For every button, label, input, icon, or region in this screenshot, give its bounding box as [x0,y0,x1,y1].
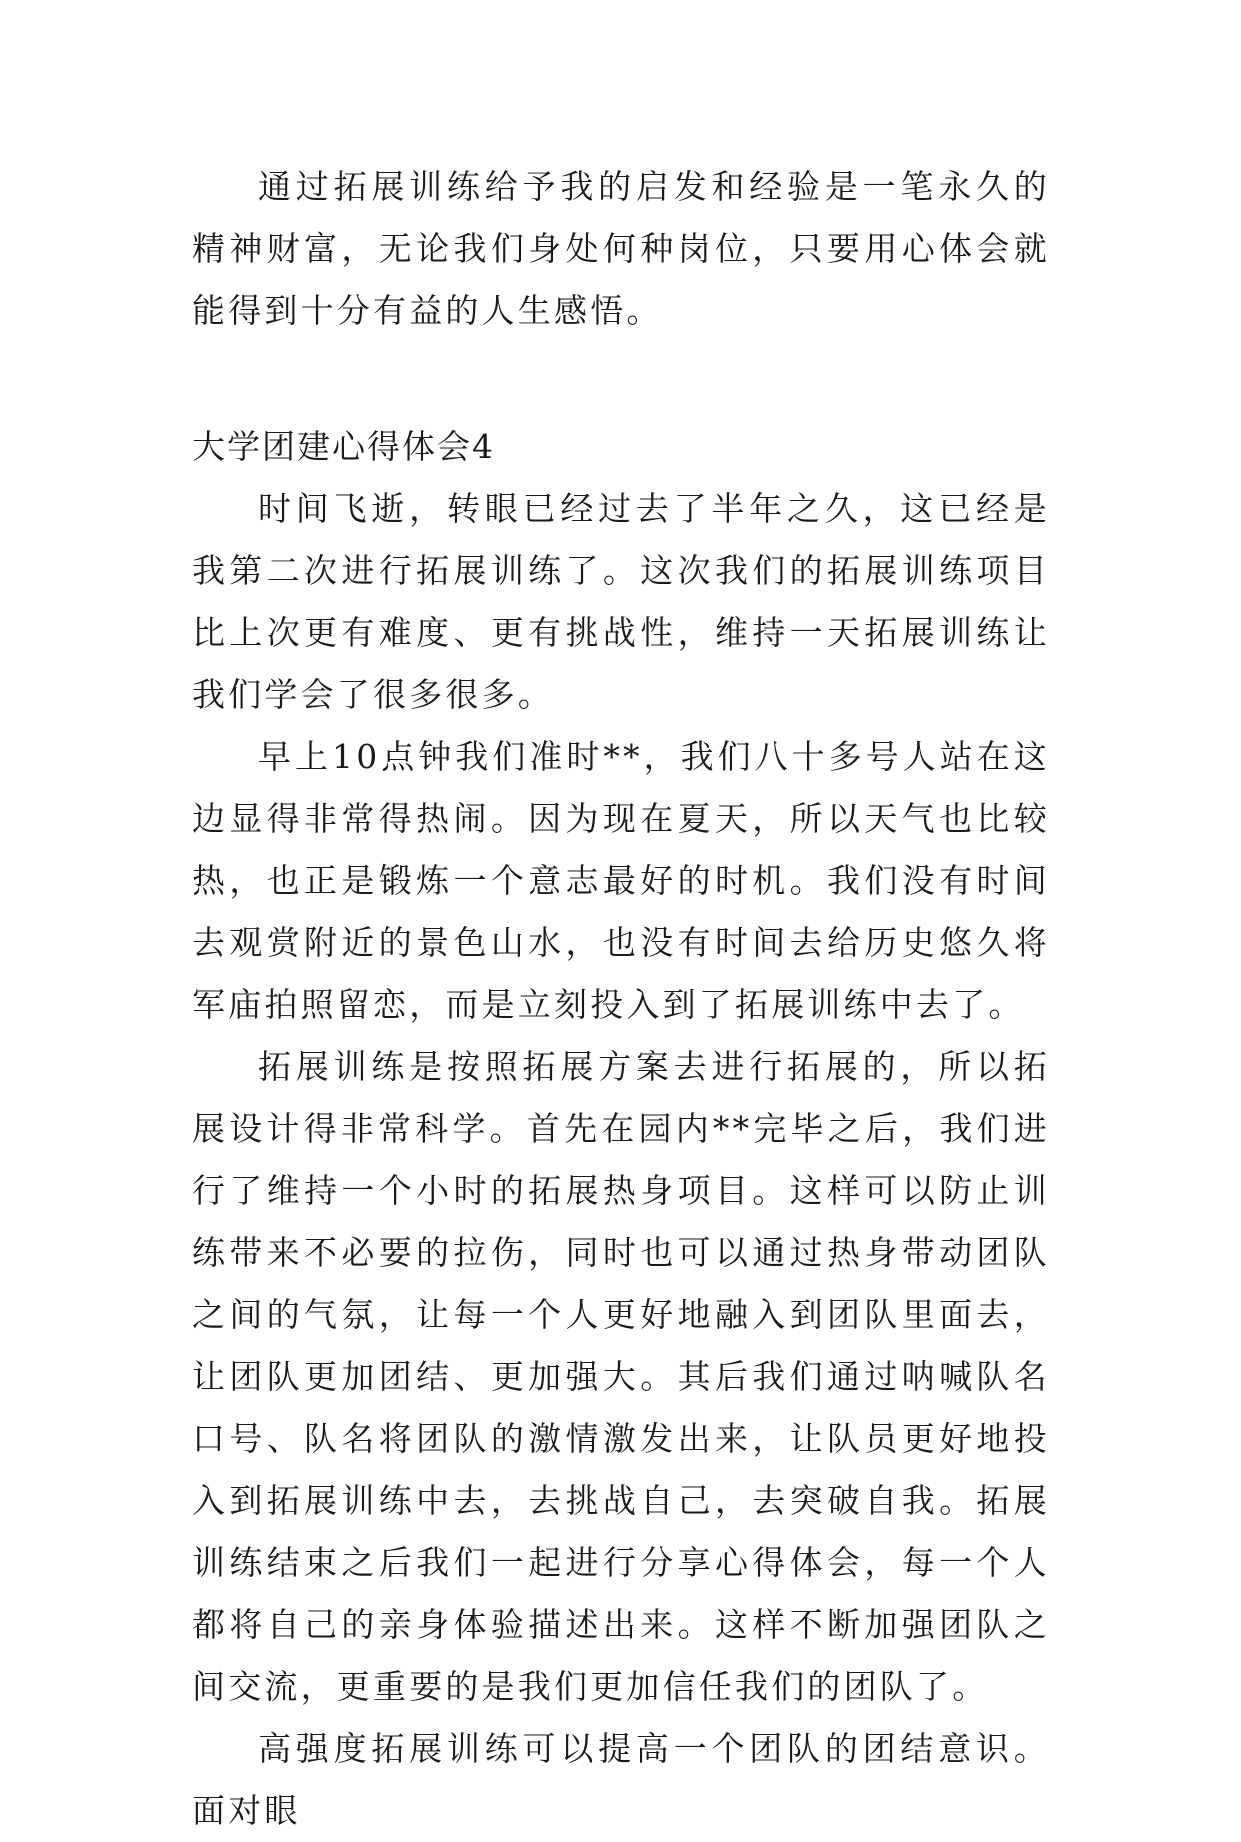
paragraph-closing: 通过拓展训练给予我的启发和经验是一笔永久的精神财富，无论我们身处何种岗位，只要用心体会就能得到十分有益的人生感悟。 [192,167,1050,330]
paragraph-4: 高强度拓展训练可以提高一个团队的团结意识。面对眼 [192,1729,1050,1830]
document-body [192,156,1050,1842]
paragraph-2: 早上10点钟我们准时**，我们八十多号人站在这边显得非常得热闹。因为现在夏天，所以天气也比较热，也正是锻炼一个意志最好的时机。我们没有时间去观赏附近的景色山水，也没有时间去给历史悠久将军庙拍照留恋，而是立刻投入到了拓展训练中去了。 [192,737,1050,1024]
paragraph-1: 时间飞逝，转眼已经过去了半年之久，这已经是我第二次进行拓展训练了。这次我们的拓展训练项目比上次更有难度、更有挑战性，维持一天拓展训练让我们学会了很多很多。 [192,489,1050,714]
section-heading: 大学团建心得体会4 [192,427,495,466]
paragraph-3: 拓展训练是按照拓展方案去进行拓展的，所以拓展设计得非常科学。首先在园内**完毕之后，我们进行了维持一个小时的拓展热身项目。这样可以防止训练带来不必要的拉伤，同时也可以通过热身带动团队之间的气氛，让每一个人更好地融入到团队里面去，让团队更加团结、更加强大。其后我们通过呐喊队名口号、队名将团队的激情激发出来，让队员更好地投入到拓展训练中去，去挑战自己，去突破自我。拓展训练结束之后我们一起进行分享心得体会，每一个人都将自己的亲身体验描述出来。这样不断加强团队之间交流，更重要的是我们更加信任我们的团队了。 [192,1047,1050,1706]
